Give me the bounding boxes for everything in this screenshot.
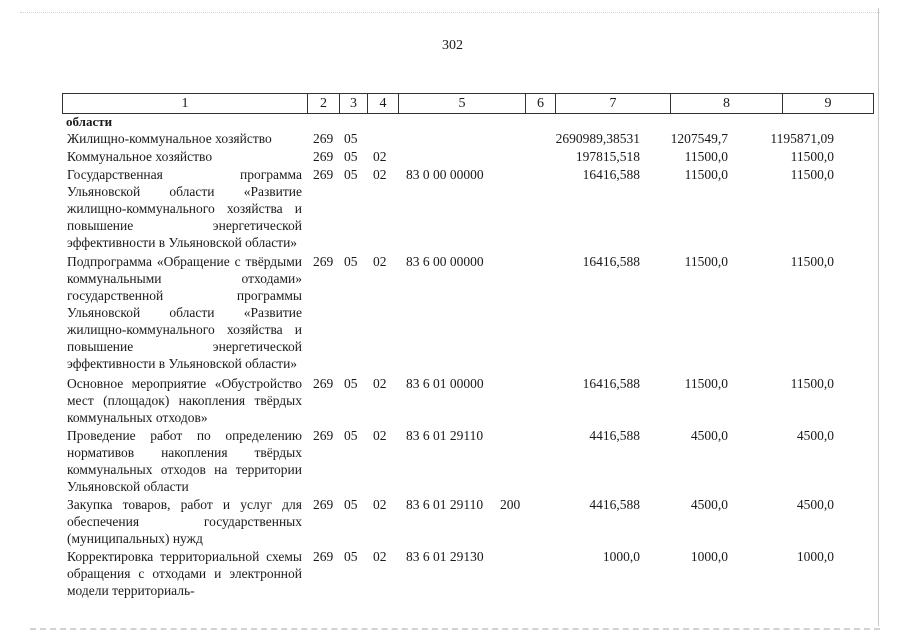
section-label: области	[66, 114, 113, 129]
column-header-row	[63, 94, 874, 114]
row-col-7: 16416,588	[582, 254, 640, 269]
row-col-4: 02	[373, 497, 387, 512]
row-col-2: 269	[313, 428, 334, 443]
row-col-9: 4500,0	[796, 497, 834, 512]
row-col-9: 1000,0	[796, 549, 834, 564]
row-col-7: 4416,588	[589, 428, 640, 443]
row-col-5: 83 0 00 00000	[406, 167, 484, 182]
row-name: Закупка товаров, работ и услуг для обеспечения государственных (муниципальных) нужд	[67, 497, 302, 546]
row-name: Проведение работ по определению нормативов накопления твёрдых коммунальных отходов на территории Ульяновской области	[67, 428, 302, 494]
row-col-4: 02	[373, 428, 387, 443]
row-col-7: 16416,588	[582, 376, 640, 391]
row-col-3: 05	[344, 428, 358, 443]
row-col-9: 11500,0	[790, 254, 834, 269]
row-col-7: 1000,0	[602, 549, 640, 564]
row-name: Коммунальное хозяйство	[67, 149, 213, 164]
row-col-2: 269	[313, 549, 334, 564]
row-col-3: 05	[344, 376, 358, 391]
column-header-5: 5	[399, 94, 526, 114]
row-col-8: 11500,0	[684, 254, 728, 269]
row-col-9: 4500,0	[796, 428, 834, 443]
row-col-8: 11500,0	[684, 149, 728, 164]
row-name: Государственная программа Ульяновской области «Развитие жилищно-коммунального хозяйства и повышение энергетической эффективности в Ульяновской области»	[67, 167, 302, 250]
row-col-9: 1195871,09	[770, 131, 834, 146]
row-col-8: 4500,0	[690, 497, 728, 512]
column-header-2: 2	[308, 94, 340, 114]
row-col-5: 83 6 01 29110	[406, 497, 484, 512]
row-col-3: 05	[344, 254, 358, 269]
row-col-6: 200	[500, 497, 521, 512]
column-header-9: 9	[783, 94, 874, 114]
column-header-6: 6	[526, 94, 556, 114]
column-header-4: 4	[368, 94, 399, 114]
row-col-9: 11500,0	[790, 376, 834, 391]
row-col-7: 16416,588	[582, 167, 640, 182]
row-col-3: 05	[344, 549, 358, 564]
row-col-4: 02	[373, 254, 387, 269]
row-col-2: 269	[313, 131, 334, 146]
row-name: Корректировка территориальной схемы обращения с отходами и электронной модели территориаль-	[67, 549, 302, 598]
row-col-7: 2690989,38531	[555, 131, 640, 146]
row-col-4: 02	[373, 149, 387, 164]
column-header-7: 7	[556, 94, 671, 114]
row-col-2: 269	[313, 167, 334, 182]
row-col-4: 02	[373, 549, 387, 564]
row-col-7: 197815,518	[575, 149, 640, 164]
row-col-9: 11500,0	[790, 167, 834, 182]
row-col-8: 1000,0	[690, 549, 728, 564]
column-header-table	[62, 93, 874, 114]
row-col-3: 05	[344, 167, 358, 182]
row-name: Жилищно-коммунальное хозяйство	[67, 131, 272, 146]
column-header-8: 8	[671, 94, 783, 114]
row-col-8: 4500,0	[690, 428, 728, 443]
row-name: Подпрограмма «Обращение с твёрдыми коммунальными отходами» государственной программы Ульяновской области «Развитие жилищно-коммунального хозяйства и повышение энергетической эффективности в Ульяновской области»	[67, 254, 302, 371]
row-col-8: 1207549,7	[670, 131, 728, 146]
row-col-2: 269	[313, 254, 334, 269]
row-col-5: 83 6 00 00000	[406, 254, 484, 269]
row-col-2: 269	[313, 149, 334, 164]
row-col-7: 4416,588	[589, 497, 640, 512]
row-col-3: 05	[344, 131, 358, 146]
row-col-4: 02	[373, 167, 387, 182]
bottom-border-line	[30, 628, 880, 630]
column-header-1: 1	[63, 94, 308, 114]
page-number: 302	[442, 38, 463, 53]
column-header-3: 3	[340, 94, 368, 114]
row-name: Основное мероприятие «Обустройство мест (площадок) накопления твёрдых коммунальных отходов»	[67, 376, 302, 425]
row-col-8: 11500,0	[684, 376, 728, 391]
row-col-3: 05	[344, 497, 358, 512]
row-col-4: 02	[373, 376, 387, 391]
row-col-5: 83 6 01 00000	[406, 376, 484, 391]
row-col-2: 269	[313, 497, 334, 512]
row-col-3: 05	[344, 149, 358, 164]
row-col-5: 83 6 01 29110	[406, 428, 484, 443]
row-col-9: 11500,0	[790, 149, 834, 164]
row-col-8: 11500,0	[684, 167, 728, 182]
row-col-5: 83 6 01 29130	[406, 549, 484, 564]
row-col-2: 269	[313, 376, 334, 391]
